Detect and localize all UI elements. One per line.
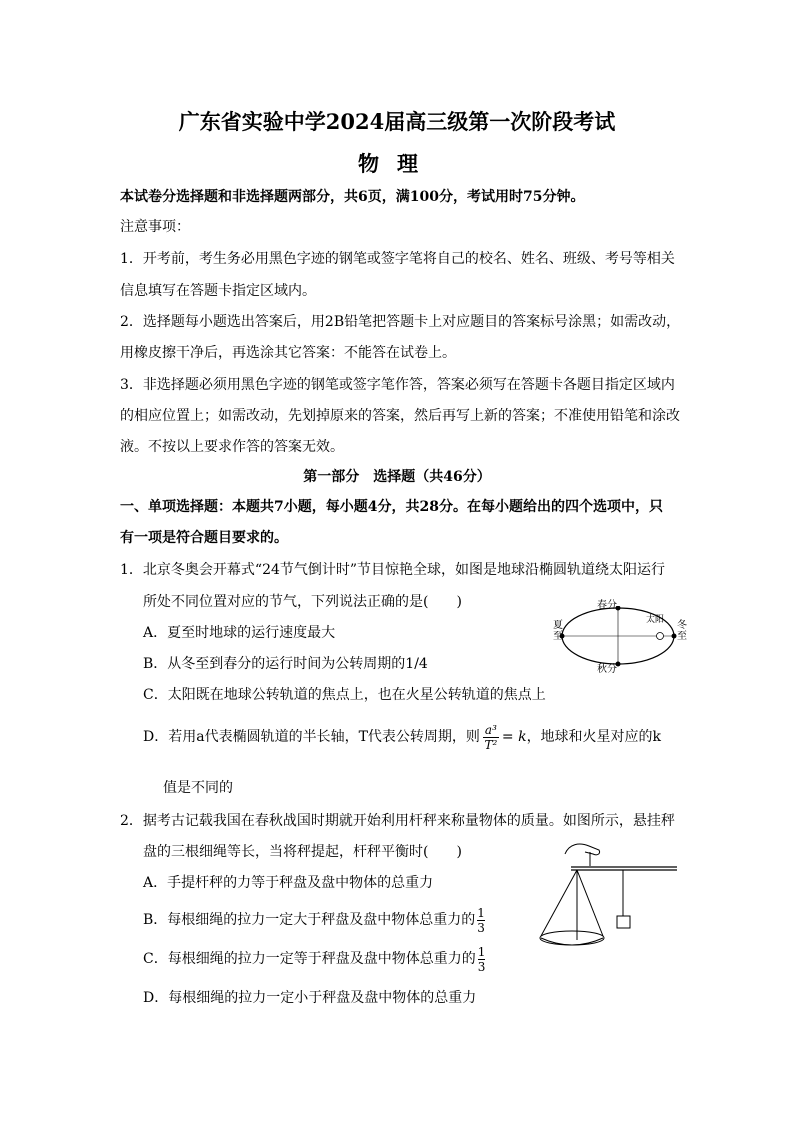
scale-pan bbox=[540, 931, 604, 945]
q2-option-b-text: B．每根细绳的拉力一定大于秤盘及盘中物体总重力的 bbox=[143, 912, 476, 928]
label-winter: 冬至 bbox=[677, 620, 687, 642]
kepler-numerator: a³ bbox=[484, 722, 497, 737]
note-line-2: 信息填写在答题卡指定区域内。 bbox=[120, 283, 316, 299]
orbit-figure bbox=[548, 606, 688, 676]
winter-point bbox=[672, 634, 677, 639]
hand-icon bbox=[565, 844, 600, 855]
label-spring: 春分 bbox=[597, 600, 617, 611]
page-title: 广东省实验中学2024届高三级第一次阶段考试 bbox=[178, 109, 616, 134]
notes-heading: 注意事项： bbox=[120, 219, 190, 235]
note-line-3: 2．选择题每小题选出答案后，用2B铅笔把答题卡上对应题目的答案标号涂黑；如需改动， bbox=[120, 314, 681, 330]
q1-option-d bbox=[143, 722, 661, 752]
scale-pan-bottom bbox=[541, 938, 603, 945]
q1-stem-line-2: 所处不同位置对应的节气，下列说法正确的是( ) bbox=[143, 594, 462, 610]
kepler-fraction bbox=[483, 723, 499, 752]
one-third-fraction-c bbox=[478, 945, 486, 974]
label-summer: 夏至 bbox=[553, 620, 563, 642]
q2-option-a: A．手提杆秤的力等于秤盘及盘中物体的总重力 bbox=[143, 875, 434, 891]
sun-icon bbox=[657, 633, 664, 640]
subject-title: 物理 bbox=[358, 151, 436, 176]
part1-heading: 第一部分 选择题（共46分） bbox=[303, 469, 491, 485]
counterweight bbox=[617, 916, 630, 928]
fraction-c-num: 1 bbox=[477, 944, 486, 959]
q2-option-c bbox=[143, 944, 487, 974]
intro-text: 本试卷分选择题和非选择题两部分，共6页，满100分，考试用时75分钟。 bbox=[120, 189, 585, 205]
q2-option-b bbox=[143, 905, 487, 935]
q1-stem-line-1: 1．北京冬奥会开幕式“24节气倒计时”节目惊艳全球，如图是地球沿椭圆轨道绕太阳运行 bbox=[120, 562, 666, 578]
note-line-1: 1．开考前，考生务必用黑色字迹的钢笔或签字笔将自己的校名、姓名、班级、考号等相关 bbox=[120, 251, 675, 267]
fraction-b-den: 3 bbox=[477, 920, 485, 935]
kepler-equals: = k bbox=[501, 729, 527, 745]
pan-string-right bbox=[577, 870, 603, 936]
section-line-1: 一、单项选择题：本题共7小题，每小题4分，共28分。在每小题给出的四个选项中，只 bbox=[120, 499, 663, 515]
label-autumn: 秋分 bbox=[597, 664, 617, 675]
q1-option-d-pre: D．若用a代表椭圆轨道的半长轴，T代表公转周期，则 bbox=[143, 729, 480, 745]
one-third-fraction-b bbox=[477, 906, 485, 935]
steelyard-figure bbox=[535, 840, 685, 955]
note-line-4: 用橡皮擦干净后，再选涂其它答案：不能答在试卷上。 bbox=[120, 345, 456, 361]
q2-stem-line-2: 盘的三根细绳等长，当将秤提起，杆秤平衡时( ) bbox=[143, 844, 462, 860]
q1-option-b: B．从冬至到春分的运行时间为公转周期的1/4 bbox=[143, 656, 428, 672]
pan-string-left bbox=[541, 870, 577, 936]
fraction-c-den: 3 bbox=[477, 959, 486, 974]
q1-option-d-post: ，地球和火星对应的k bbox=[526, 729, 662, 745]
note-line-7: 液。不按以上要求作答的答案无效。 bbox=[120, 439, 344, 455]
section-line-2: 有一项是符合题目要求的。 bbox=[120, 530, 288, 546]
q1-option-a: A．夏至时地球的运行速度最大 bbox=[143, 625, 336, 641]
kepler-denominator: T² bbox=[484, 737, 498, 752]
q1-option-c: C．太阳既在地球公转轨道的焦点上，也在火星公转轨道的焦点上 bbox=[143, 687, 546, 703]
label-sun: 太阳 bbox=[646, 615, 665, 625]
q1-option-d-line-2: 值是不同的 bbox=[163, 780, 233, 796]
note-line-5: 3．非选择题必须用黑色字迹的钢笔或签字笔作答，答案必须写在答题卡各题目指定区域内 bbox=[120, 377, 675, 393]
q2-option-c-text: C．每根细绳的拉力一定等于秤盘及盘中物体总重力的 bbox=[143, 951, 476, 967]
fraction-b-num: 1 bbox=[477, 905, 485, 920]
q2-option-d: D．每根细绳的拉力一定小于秤盘及盘中物体的总重力 bbox=[143, 990, 477, 1006]
q2-stem-line-1: 2．据考古记载我国在春秋战国时期就开始利用杆秤来称量物体的质量。如图所示，悬挂秤 bbox=[120, 813, 675, 829]
note-line-6: 的相应位置上；如需改动，先划掉原来的答案，然后再写上新的答案；不准使用铅笔和涂改 bbox=[120, 408, 680, 424]
